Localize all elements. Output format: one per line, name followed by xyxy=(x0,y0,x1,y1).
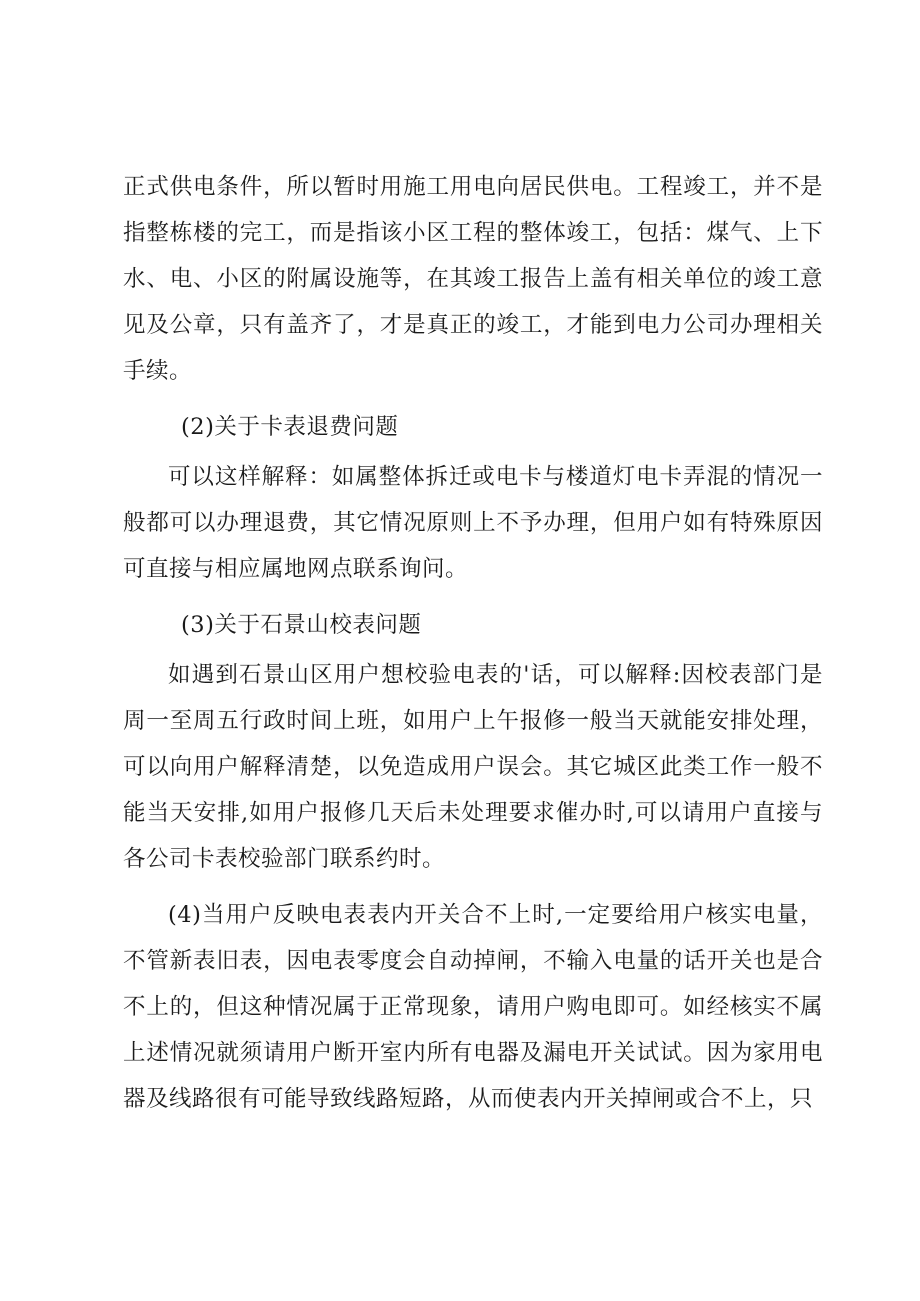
paragraph-continuation: 正式供电条件，所以暂时用施工用电向居民供电。工程竣工，并不是指整栋楼的完工，而是指该小区工程的整体竣工，包括：煤气、上下水、电、小区的附属设施等，在其竣工报告上盖有相关单位的竣工意见及公章，只有盖齐了，才是真正的竣工，才能到电力公司办理相关手续。 xyxy=(123,174,823,384)
section-heading-card-meter-refund: (2)关于卡表退费问题 xyxy=(181,414,399,440)
section-heading-shijingshan-meter: (3)关于石景山校表问题 xyxy=(181,612,422,638)
document-body xyxy=(123,164,823,1122)
paragraph-meter-calibration: 如遇到石景山区用户想校验电表的'话，可以解释:因校表部门是周一至周五行政时间上班，如用户上午报修一般当天就能安排处理，可以向用户解释清楚，以免造成用户误会。其它城区此类工作一般不能当天安排,如用户报修几天后未处理要求催办时,可以请用户直接与各公司卡表校验部门联系约时。 xyxy=(123,662,823,872)
paragraph-refund-explanation: 可以这样解释：如属整体拆迁或电卡与楼道灯电卡弄混的情况一般都可以办理退费，其它情况原则上不予办理，但用户如有特殊原因可直接与相应属地网点联系询问。 xyxy=(123,464,823,582)
paragraph-meter-switch: (4)当用户反映电表表内开关合不上时,一定要给用户核实电量，不管新表旧表，因电表零度会自动掉闸，不输入电量的话开关也是合不上的，但这种情况属于正常现象，请用户购电即可。如经核实不属上述情况就须请用户断开室内所有电器及漏电开关试试。因为家用电器及线路很有可能导致线路短路，从而使表内开关掉闸或合不上，只 xyxy=(123,902,823,1112)
